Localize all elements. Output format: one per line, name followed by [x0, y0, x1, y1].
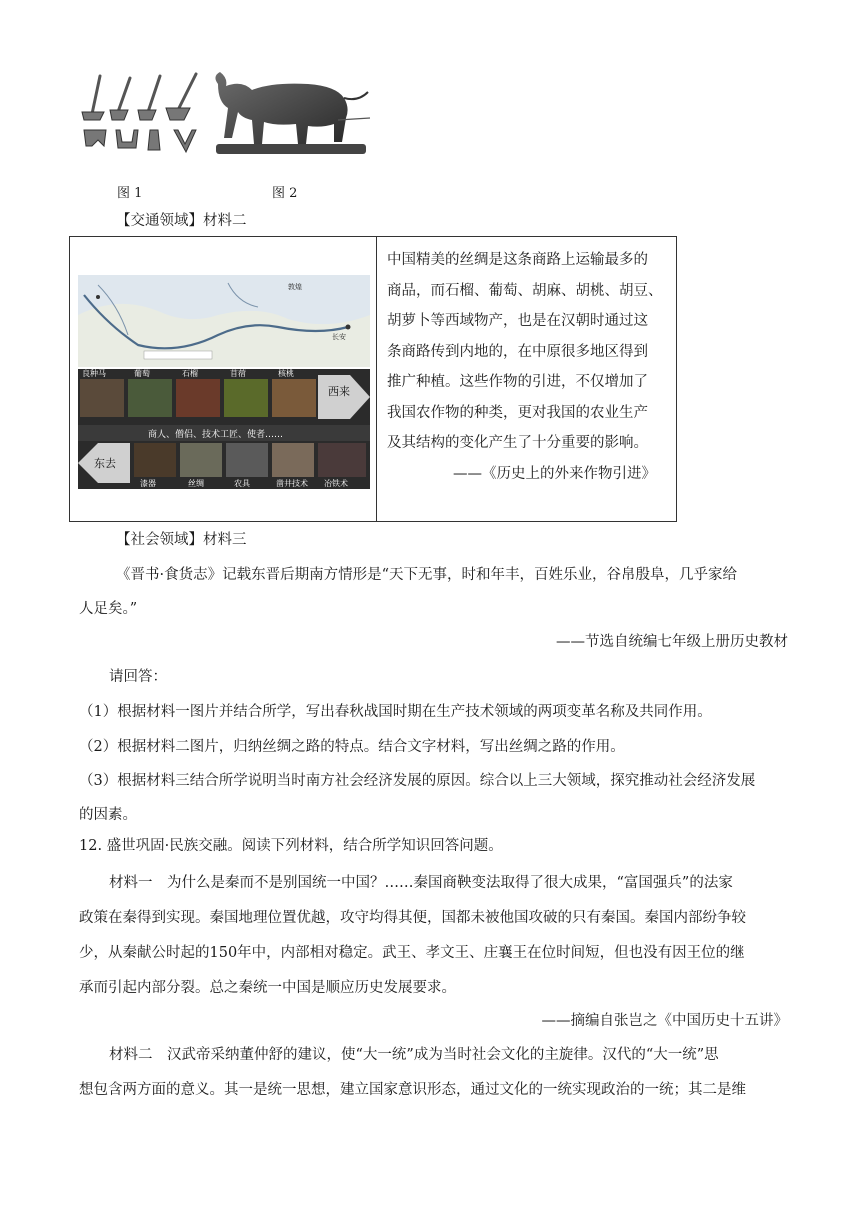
q12-m1-line-1: 材料一 为什么是秦而不是别国统一中国？……秦国商鞅变法取得了很大成果，“富国强兵”的法家: [109, 875, 733, 891]
bottom-item-3: 农具: [234, 479, 250, 488]
q12-m1-line-2: 政策在秦得到实现。秦国地理位置优越，攻守均得其便，国都未被他国攻破的只有秦国。秦国内部纷争较: [79, 910, 746, 926]
material-2-line: 条商路传到内地的，在中原很多地区得到: [387, 343, 648, 360]
q12-title: 12. 盛世巩固·民族交融。阅读下列材料，结合所学知识回答问题。: [79, 838, 503, 854]
place-label-b: 敦煌: [288, 283, 302, 291]
q12-m2-line-2: 想包含两方面的意义。其一是统一思想，建立国家意识形态，通过文化的一统实现政治的一统；其二是维: [79, 1082, 746, 1098]
place-label-a: 长安: [332, 333, 346, 341]
top-item-4: 苜蓿: [230, 369, 246, 378]
bottom-item-4: 凿井技术: [276, 479, 308, 488]
material-2-line: 商品，而石榴、葡萄、胡麻、胡桃、胡豆、: [387, 282, 663, 299]
questions-prompt: 请回答：: [109, 669, 167, 685]
q12-m1-line-3: 少，从秦献公时起的150年中，内部相对稳定。武王、孝文王、庄襄王在位时间短，但也没有因王位的继: [79, 945, 745, 961]
top-item-5: 核桃: [278, 369, 294, 378]
q12-m1-source: ——摘编自张岂之《中国历史十五讲》: [541, 1013, 788, 1029]
material-3-heading: 【社会领域】材料三: [116, 532, 247, 548]
material-2-heading: 【交通领域】材料二: [116, 213, 247, 229]
material-2-box: [69, 236, 677, 522]
material-2-line: 我国农作物的种类，更对我国的农业生产: [387, 404, 648, 421]
question-1: （1）根据材料一图片并结合所学，写出春秋战国时期在生产技术领域的两项变革名称及共同作用。: [79, 704, 712, 720]
west-tag: 西来: [328, 385, 350, 398]
figure-1-caption: 图 1: [117, 186, 143, 201]
material-2-source: ——《历史上的外来作物引进》: [453, 465, 656, 482]
material-3-line-2: 人足矣。”: [79, 601, 138, 617]
material-2-line: 中国精美的丝绸是这条商路上运输最多的: [387, 252, 648, 268]
material-2-image-cell: [70, 237, 377, 521]
top-item-1: 良种马: [82, 369, 106, 378]
top-item-photos: [80, 379, 316, 417]
q12-m2-line-1: 材料二 汉武帝采纳董仲舒的建议，使“大一统”成为当时社会文化的主旋律。汉代的“大一统”思: [109, 1047, 719, 1063]
material-3-source: ——节选自统编七年级上册历史教材: [556, 634, 788, 650]
question-3-line-2: 的因素。: [79, 807, 137, 823]
material-2-line: 胡萝卜等西域物产，也是在汉朝时通过这: [387, 313, 648, 329]
top-item-3: 石榴: [182, 369, 198, 378]
figure-1-iron-tools: [78, 68, 208, 160]
bottom-item-5: 冶铁术: [324, 479, 348, 488]
bottom-item-photos: [134, 443, 366, 477]
material-2-line: 及其结构的变化产生了十分重要的影响。: [387, 435, 648, 451]
top-item-2: 葡萄: [134, 369, 150, 378]
q12-m1-line-4: 承而引起内部分裂。总之秦统一中国是顺应历史发展要求。: [79, 980, 456, 996]
middle-banner: 商人、僧侣、技术工匠、使者……: [148, 430, 284, 440]
figure-2-bronze-ox: [212, 68, 374, 160]
bottom-item-1: 漆器: [140, 479, 156, 488]
iron-tools-icon: [78, 68, 208, 160]
bottom-item-2: 丝绸: [188, 479, 204, 488]
question-2: （2）根据材料二图片，归纳丝绸之路的特点。结合文字材料，写出丝绸之路的作用。: [79, 739, 625, 755]
silk-road-map: [78, 275, 370, 489]
ox-sculpture-icon: [212, 68, 374, 160]
figure-2-caption: 图 2: [272, 186, 298, 201]
material-3-line-1: 《晋书·食货志》记载东晋后期南方情形是“天下无事，时和年丰，百姓乐业，谷帛殷阜，几乎家给: [116, 567, 738, 583]
east-tag: 东去: [94, 457, 116, 470]
material-2-line: 推广种植。这些作物的引进，不仅增加了: [387, 374, 648, 390]
material-2-text: [387, 245, 663, 489]
question-3-line-1: （3）根据材料三结合所学说明当时南方社会经济发展的原因。综合以上三大领域，探究推动社会经济发展: [79, 773, 756, 789]
